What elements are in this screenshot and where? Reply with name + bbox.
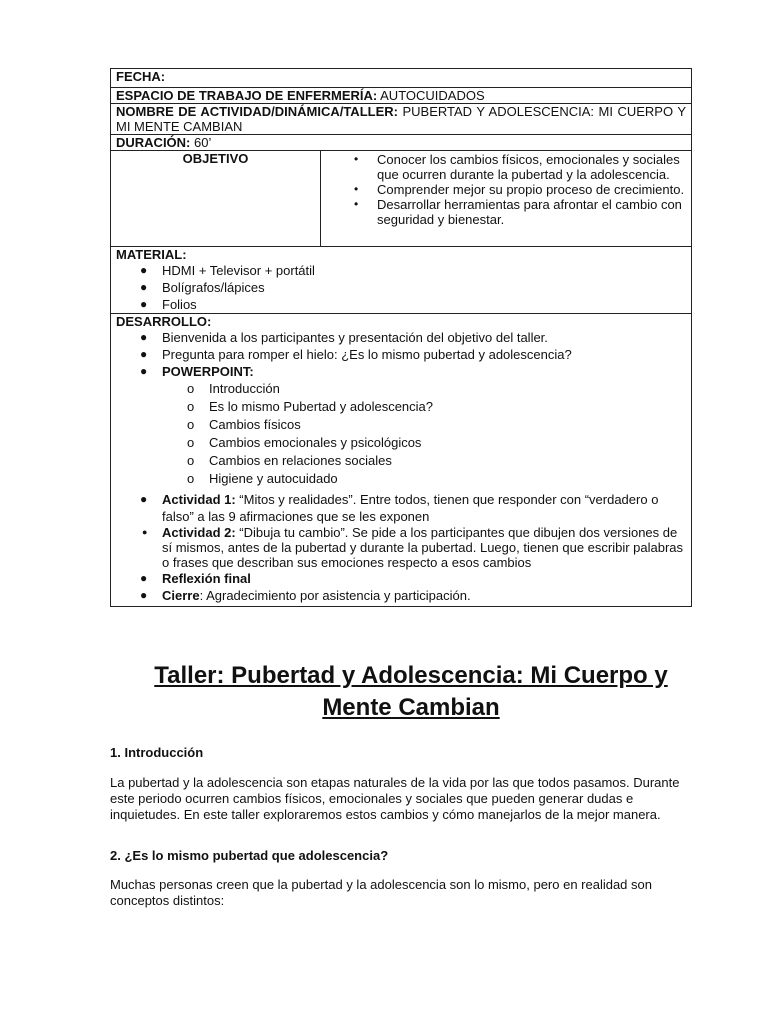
row-duracion (111, 135, 692, 151)
row-objetivo (111, 151, 692, 247)
title-line: Taller: Pubertad y Adolescencia: Mi Cuerpo y (154, 662, 668, 689)
row-espacio (111, 88, 692, 104)
nombre-label: NOMBRE DE ACTIVIDAD/DINÁMICA/TALLER: (116, 104, 398, 119)
material-label: MATERIAL: (116, 247, 187, 262)
activity-form-table (110, 68, 692, 607)
paragraph-introduccion: La pubertad y la adolescencia son etapas naturales de la vida por las que todos pasamos. Durante este periodo ocurren cambios físicos, emocionales y sociales que pueden generar dudas e inquietudes. En este taller exploraremos estos cambios y cómo manejarlos de la mejor manera. (110, 775, 680, 822)
desarrollo-label: DESARROLLO: (116, 314, 212, 329)
section-heading-pubertad: 2. ¿Es lo mismo pubertad que adolescencia? (110, 848, 389, 863)
bullet-icon: ● (140, 571, 148, 585)
duracion-label: DURACIÓN: (116, 135, 191, 150)
bullet-icon: ● (140, 347, 148, 361)
powerpoint-subitem: o Introducción (187, 381, 280, 396)
row-material (111, 247, 692, 314)
document-title (110, 660, 712, 724)
bullet-icon: ● (140, 297, 148, 311)
fecha-label: FECHA: (116, 69, 166, 84)
desarrollo-list (116, 329, 686, 604)
desarrollo-item: ● Bienvenida a los participantes y presentación del objetivo del taller. (140, 330, 548, 345)
desarrollo-item: ● Actividad 2: “Dibuja tu cambio”. Se pide a los participantes que dibujen dos versiones de sí mismos, antes de la pubertad y durante la pubertad. Luego, tienen que escribir palabras o frases que describan sus emociones respecto a esos cambios (142, 525, 684, 570)
title-line: Mente Cambian (322, 694, 500, 721)
bullet-icon: ● (140, 280, 148, 294)
desarrollo-item: ● Actividad 1: “Mitos y realidades”. Entre todos, tienen que responder con “verdadero o falso” a las 9 afirmaciones que se les exponen (140, 492, 659, 524)
objetivo-item: • Conocer los cambios físicos, emocionales y sociales que ocurren durante la pubertad y la adolescencia. (326, 152, 686, 182)
duracion-value: 60’ (190, 135, 212, 150)
objetivo-item: • Desarrollar herramientas para afrontar el cambio con seguridad y bienestar. (326, 197, 686, 227)
objetivo-item: • Comprender mejor su propio proceso de crecimiento. (326, 182, 686, 197)
bullet-icon: ● (140, 364, 148, 378)
espacio-value: AUTOCUIDADOS (377, 88, 485, 103)
powerpoint-subitem: o Cambios físicos (187, 417, 301, 432)
bullet-icon: ● (140, 263, 148, 277)
espacio-label: ESPACIO DE TRABAJO DE ENFERMERÍA: (116, 88, 378, 103)
material-item: ● Bolígrafos/lápices (140, 280, 265, 295)
objetivo-label: OBJETIVO (111, 151, 321, 247)
powerpoint-sublist (116, 380, 686, 488)
objetivos-list (326, 151, 686, 246)
material-list (116, 262, 686, 313)
nombre-value: PUBERTAD Y ADOLESCENCIA: MI CUERPO Y MI MENTE CAMBIAN (116, 104, 686, 134)
row-desarrollo (111, 314, 692, 607)
desarrollo-item: ● Pregunta para romper el hielo: ¿Es lo mismo pubertad y adolescencia? (140, 347, 572, 362)
bullet-icon: ● (142, 527, 148, 537)
row-nombre (111, 104, 692, 135)
bullet-icon: ● (140, 492, 148, 506)
section-heading-introduccion: 1. Introducción (110, 745, 204, 760)
powerpoint-subitem: o Higiene y autocuidado (187, 471, 338, 486)
powerpoint-subitem: o Es lo mismo Pubertad y adolescencia? (187, 399, 434, 414)
powerpoint-subitem: o Cambios emocionales y psicológicos (187, 435, 422, 450)
material-item: ● Folios (140, 297, 197, 312)
material-item: ● HDMI + Televisor + portátil (140, 263, 315, 278)
desarrollo-item: ● POWERPOINT: o Introducción o Es lo mismo Pubertad y adolescencia? o Cambios físicos o Cambios emocionales y psicológicos o Cambios en relaciones sociales o Higiene y autocuidado (116, 363, 686, 488)
desarrollo-item: ● Cierre: Agradecimiento por asistencia y participación. (140, 588, 471, 603)
row-fecha (111, 69, 692, 88)
bullet-icon: ● (140, 330, 148, 344)
powerpoint-subitem: o Cambios en relaciones sociales (187, 453, 392, 468)
bullet-icon: ● (140, 588, 148, 602)
paragraph-pubertad: Muchas personas creen que la pubertad y la adolescencia son lo mismo, pero en realidad son conceptos distintos: (110, 877, 652, 908)
desarrollo-item: ● Reflexión final (140, 571, 251, 586)
